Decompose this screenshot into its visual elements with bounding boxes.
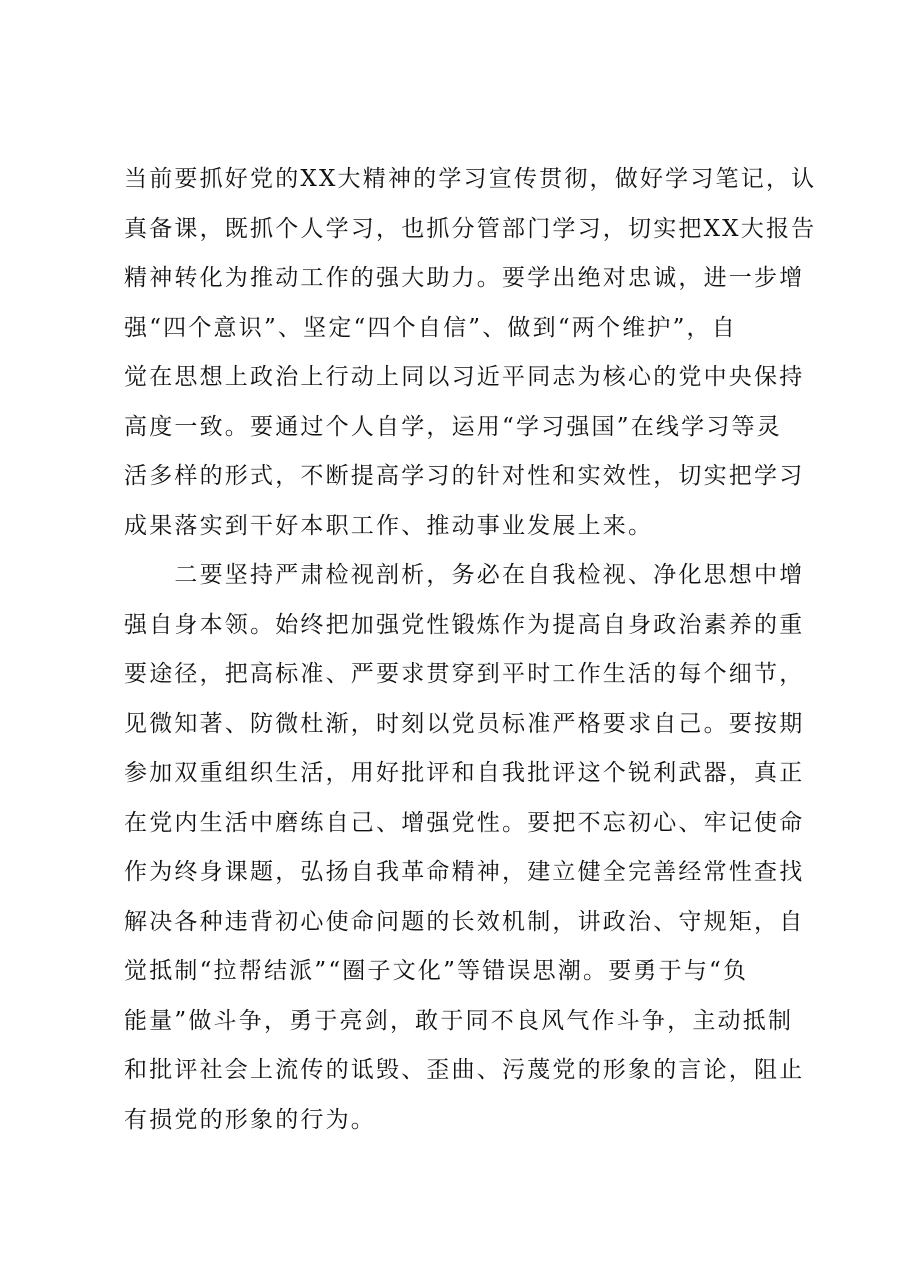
text-line: 二要坚持严肃检视剖析，务必在自我检视、净化思想中增 bbox=[124, 562, 805, 588]
text-line: 有损党的形象的行为。 bbox=[124, 1106, 376, 1133]
text-line: 觉在思想上政治上行动上同以习近平同志为核心的党中央保持 bbox=[124, 364, 805, 390]
text-line: 作为终身课题，弘扬自我革命精神，建立健全完善经常性查找 bbox=[124, 859, 805, 885]
text-line: 强自身本领。始终把加强党性锻炼作为提高自身政治素养的重 bbox=[124, 611, 805, 638]
text-line: 觉抵制“拉帮结派”“圈子文化”等错误思潮。要勇于与“负 bbox=[124, 958, 749, 984]
text-line: 强“四个意识”、坚定“四个自信”、做到“两个维护”，自 bbox=[124, 314, 737, 341]
paragraph bbox=[124, 551, 805, 1145]
text-line: 参加双重组织生活，用好批评和自我批评这个锐利武器，真正 bbox=[124, 760, 805, 786]
text-line: 当前要抓好党的XX大精神的学习宣传贯彻，做好学习笔记，认 bbox=[124, 166, 817, 192]
text-line: 精神转化为推动工作的强大助力。要学出绝对忠诚，进一步增 bbox=[124, 265, 805, 291]
text-line: 要途径，把高标准、严要求贯穿到平时工作生活的每个细节， bbox=[124, 661, 805, 687]
text-line: 高度一致。要通过个人自学，运用“学习强国”在线学习等灵 bbox=[124, 413, 782, 440]
body-text bbox=[124, 155, 817, 1145]
text-line: 见微知著、防微杜渐，时刻以党员标准严格要求自己。要按期 bbox=[124, 710, 805, 737]
text-line: 成果落实到干好本职工作、推动事业发展上来。 bbox=[124, 512, 654, 539]
text-line: 能量”做斗争，勇于亮剑，敢于同不良风气作斗争，主动抵制 bbox=[124, 1007, 794, 1034]
text-line: 解决各种违背初心使命问题的长效机制，讲政治、守规矩，自 bbox=[124, 908, 805, 935]
text-line: 在党内生活中磨练自己、增强党性。要把不忘初心、牢记使命 bbox=[124, 809, 805, 836]
paragraph bbox=[124, 155, 817, 551]
text-line: 活多样的形式，不断提高学习的针对性和实效性，切实把学习 bbox=[124, 463, 805, 489]
text-line: 和批评社会上流传的诋毁、歪曲、污蔑党的形象的言论，阻止 bbox=[124, 1057, 805, 1083]
text-line: 真备课，既抓个人学习，也抓分管部门学习，切实把XX大报告 bbox=[124, 215, 817, 242]
